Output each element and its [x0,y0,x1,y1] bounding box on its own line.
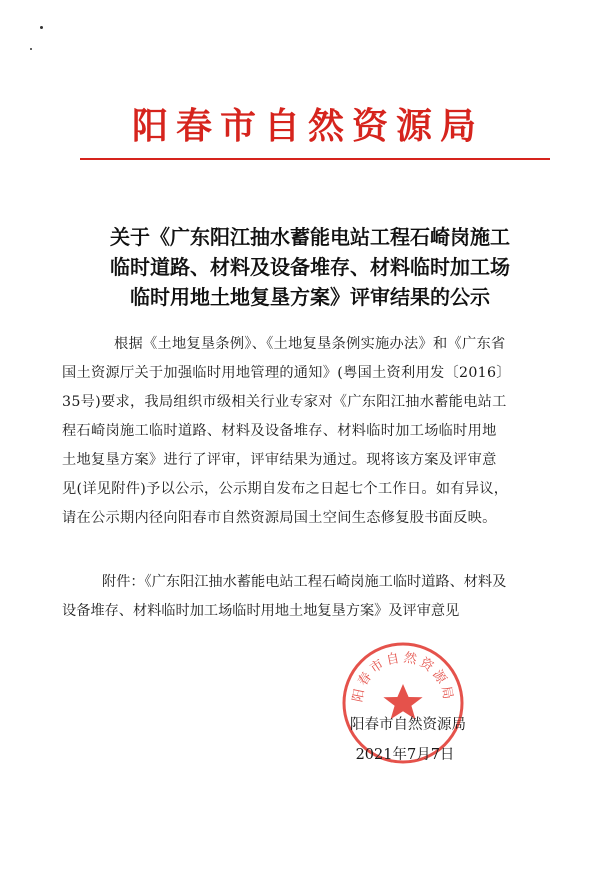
body-line: 国土资源厅关于加强临时用地管理的通知》(粤国土资利用发〔2016〕 [62,365,511,381]
body-line: 见(详见附件)予以公示，公示期自发布之日起七个工作日。如有异议， [62,481,509,497]
body-line: 35号)要求，我局组织市级相关行业专家对《广东阳江抽水蓄能电站工 [62,394,507,410]
body-line: 程石崎岗施工临时道路、材料及设备堆存、材料临时加工场临时用地 [62,423,497,439]
scan-speck [30,48,32,50]
title-line: 关于《广东阳江抽水蓄能电站工程石崎岗施工 [110,225,510,249]
body-paragraph [62,330,552,533]
attachment-note [62,568,552,626]
body-line: 请在公示期内径向阳春市自然资源局国土空间生态修复股书面反映。 [62,510,497,526]
title-line: 临时用地土地复垦方案》评审结果的公示 [130,285,490,309]
issuer-header: 阳春市自然资源局 [131,105,484,147]
attachment-line: 附件：《广东阳江抽水蓄能电站工程石崎岗施工临时道路、材料及 [102,574,507,590]
seal-text: 阳春市自然资源局 [350,650,456,704]
scan-speck [40,26,43,29]
title-line: 临时道路、材料及设备堆存、材料临时加工场 [110,255,510,279]
header-divider [80,158,550,160]
document-title [60,222,560,312]
body-line: 根据《土地复垦条例》、《土地复垦条例实施办法》和《广东省 [114,336,506,352]
signer-name: 阳春市自然资源局 [350,717,466,733]
attachment-line: 设备堆存、材料临时加工场临时用地土地复垦方案》及评审意见 [62,603,460,619]
body-line: 土地复垦方案》进行了评审，评审结果为通过。现将该方案及评审意 [62,452,497,468]
signature-date: 2021年7月7日 [355,747,455,763]
